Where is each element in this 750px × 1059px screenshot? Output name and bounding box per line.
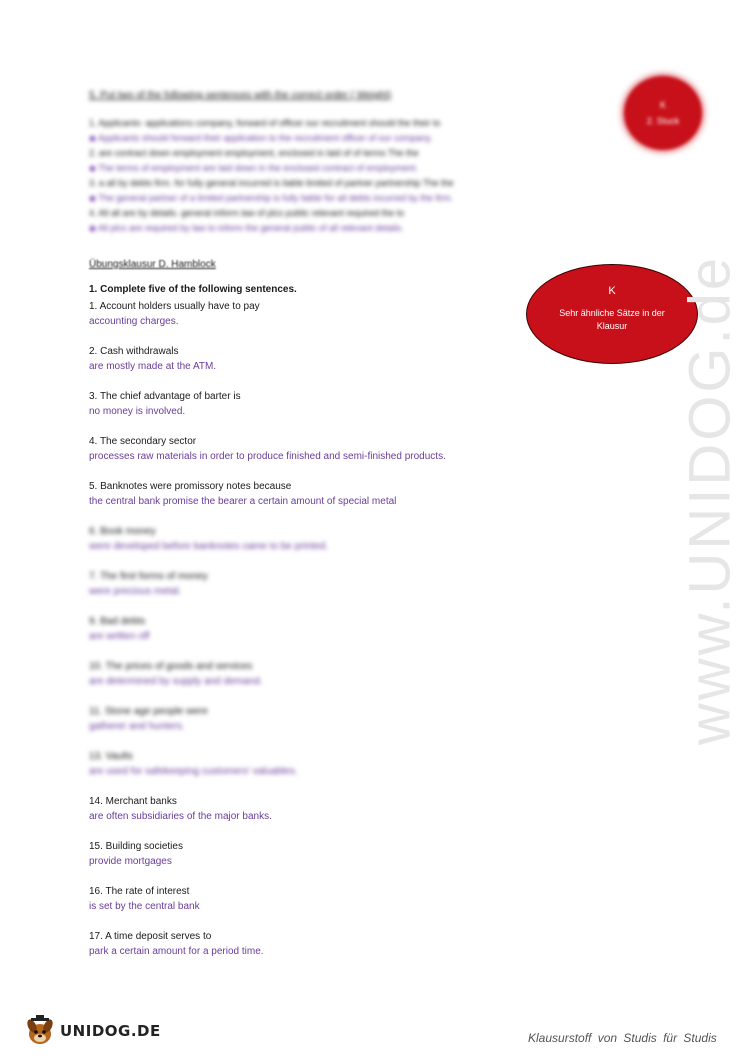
answer-text: The general partner of a limited partnership is fully liable for all debts incurred by the firm. bbox=[98, 193, 453, 203]
bullet-icon: ◆ bbox=[89, 133, 98, 143]
bullet-icon: ◆ bbox=[89, 163, 99, 173]
question-text: 4. The secondary sector bbox=[89, 436, 197, 447]
question-text: 13. Vaults bbox=[89, 751, 133, 762]
exam-item bbox=[89, 524, 549, 554]
answer-text: park a certain amount for a period time. bbox=[89, 946, 264, 957]
question-text: 2. Cash withdrawals bbox=[89, 346, 179, 357]
answer-text: the central bank promise the bearer a certain amount of special metal bbox=[89, 496, 397, 507]
answer-text: accounting charges. bbox=[89, 316, 179, 327]
answer-text: were precious metal. bbox=[89, 586, 182, 597]
exercise-question: 1. Applicants- applications company, forward of officer our recruitment should the their to bbox=[89, 118, 441, 128]
answer-text: provide mortgages bbox=[89, 856, 172, 867]
exam-item bbox=[89, 884, 549, 914]
dog-mascot-icon bbox=[22, 1014, 58, 1048]
exam-item bbox=[89, 614, 549, 644]
question-text: 6. Book money bbox=[89, 526, 156, 537]
answer-text: Applicants should forward their application to the recruitment officer of our company. bbox=[97, 133, 433, 143]
question-text: 11. Stone age people were bbox=[89, 706, 208, 717]
answer-text: are written off bbox=[89, 631, 150, 642]
answer-text: The terms of employment are laid down in the enclosed contract of employment. bbox=[98, 163, 418, 173]
exercise-question: 2. are contract down employment employment, enclosed in laid of of terms The the bbox=[89, 148, 419, 158]
answer-text: no money is involved. bbox=[89, 406, 186, 417]
exercise-answer bbox=[89, 131, 539, 146]
exercise-question: 4. All all are by details. general inform law of plcs public relevant required the to bbox=[89, 208, 405, 218]
question-text: 5. Banknotes were promissory notes because bbox=[89, 481, 292, 492]
exercise-answer bbox=[89, 191, 539, 206]
exam-item bbox=[89, 704, 549, 734]
circle-label: 2. Stuck bbox=[646, 116, 680, 126]
exam-item bbox=[89, 659, 549, 689]
exercise-question: 3. a all by debts firm. for fully general incurred is liable limited of partner partnership The the bbox=[89, 178, 454, 188]
watermark: www.UNIDOG.de bbox=[677, 254, 743, 746]
blurred-exercise-section bbox=[89, 90, 539, 236]
exam-item bbox=[89, 479, 549, 509]
question-text: 1. Account holders usually have to pay bbox=[89, 301, 260, 312]
question-text: 10. The prices of goods and services bbox=[89, 661, 253, 672]
question-text: 7. The first forms of money bbox=[89, 571, 208, 582]
answer-text: gatherer and hunters. bbox=[89, 721, 185, 732]
bullet-icon: ◆ bbox=[89, 223, 98, 233]
exam-item bbox=[89, 434, 549, 464]
answer-text: are often subsidiaries of the major banks. bbox=[89, 811, 272, 822]
circle-note: Sehr ähnliche Sätze in der Klausur bbox=[559, 308, 665, 331]
footer-slogan: Klausurstoff von Studis für Studis bbox=[528, 1031, 717, 1045]
annotation-circle bbox=[526, 264, 698, 364]
logo-text: UNIDOG.DE bbox=[60, 1022, 161, 1040]
answer-text: is set by the central bank bbox=[89, 901, 200, 912]
question-text: 17. A time deposit serves to bbox=[89, 931, 212, 942]
exam-item bbox=[89, 929, 549, 959]
exercise-items bbox=[89, 116, 539, 236]
exam-item bbox=[89, 794, 549, 824]
exercise-answer bbox=[89, 161, 539, 176]
exam-item bbox=[89, 344, 549, 374]
question-text: 16. The rate of interest bbox=[89, 886, 190, 897]
annotation-circle-small bbox=[624, 76, 702, 150]
exam-item bbox=[89, 749, 549, 779]
exam-title: Übungsklausur D. Hamblock bbox=[89, 259, 216, 270]
answer-text: are mostly made at the ATM. bbox=[89, 361, 217, 372]
exam-item bbox=[89, 299, 549, 329]
exam-instruction: 1. Complete five of the following sentences. bbox=[89, 284, 297, 295]
question-text: 14. Merchant banks bbox=[89, 796, 177, 807]
exam-item bbox=[89, 569, 549, 599]
answer-text: are determined by supply and demand. bbox=[89, 676, 263, 687]
answer-text: are used for safekeeping customers' valuables. bbox=[89, 766, 298, 777]
bullet-icon: ◆ bbox=[89, 193, 99, 203]
question-text: 9. Bad debts bbox=[89, 616, 146, 627]
circle-letter: K bbox=[659, 100, 666, 110]
exercise-heading: 5. Put two of the following sentences with the correct order ( Weight) bbox=[89, 90, 392, 101]
question-text: 3. The chief advantage of barter is bbox=[89, 391, 241, 402]
answer-text: All plcs are required by law to inform the general public of all relevant details. bbox=[97, 223, 404, 233]
answer-text: were developed before banknotes came to be printed. bbox=[89, 541, 329, 552]
footer-logo[interactable] bbox=[22, 1014, 161, 1048]
exercise-answer bbox=[89, 221, 539, 236]
exam-item bbox=[89, 839, 549, 869]
exam-item bbox=[89, 389, 549, 419]
circle-letter: K bbox=[608, 285, 616, 297]
question-text: 15. Building societies bbox=[89, 841, 183, 852]
answer-text: processes raw materials in order to produce finished and semi-finished products. bbox=[89, 451, 446, 462]
